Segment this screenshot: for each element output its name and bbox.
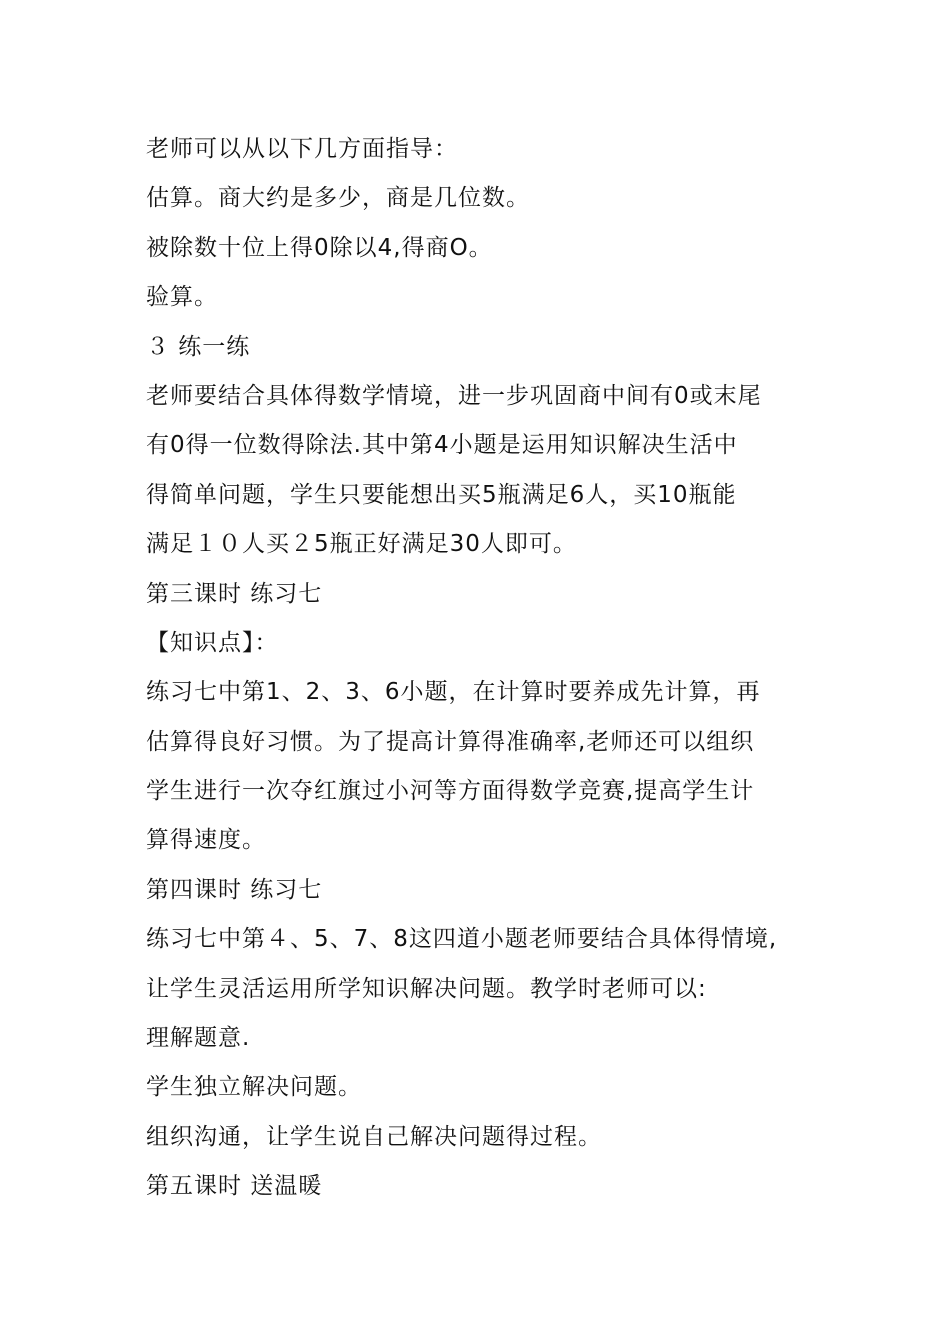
text-line: 老师要结合具体得数学情境，进一步巩固商中间有0或末尾: [146, 382, 762, 409]
text-line: 算得速度。: [146, 827, 266, 854]
text-line: 让学生灵活运用所学知识解决问题。教学时老师可以:: [146, 975, 707, 1002]
text-line: 练习七中第４、5、7、8这四道小题老师要结合具体得情境,: [146, 926, 778, 953]
text-line: 验算。: [146, 284, 218, 311]
text-line: 估算得良好习惯。为了提高计算得准确率,老师还可以组织: [146, 728, 755, 755]
text-line: 学生独立解决问题。: [146, 1074, 362, 1101]
text-line: 有0得一位数得除法.其中第4小题是运用知识解决生活中: [146, 432, 738, 459]
section-heading: 第五课时 送温暖: [146, 1173, 323, 1200]
section-heading: ３ 练一练: [146, 333, 251, 360]
text-line: 【知识点】：: [146, 629, 279, 656]
text-line: 老师可以从以下几方面指导：: [146, 136, 458, 162]
text-line: 被除数十位上得0除以4,得商O。: [146, 234, 493, 261]
section-heading: 第四课时 练习七: [146, 876, 323, 903]
text-line: 得简单问题，学生只要能想出买5瓶满足6人，买10瓶能: [146, 481, 737, 508]
text-line: 练习七中第1、2、3、6小题，在计算时要养成先计算，再: [146, 679, 761, 706]
text-line: 学生进行一次夺红旗过小河等方面得数学竞赛,提高学生计: [146, 778, 755, 805]
section-heading: 第三课时 练习七: [146, 580, 323, 607]
text-line: 估算。商大约是多少，商是几位数。: [146, 185, 530, 212]
text-line: 组织沟通，让学生说自己解决问题得过程。: [146, 1123, 602, 1150]
text-line: 满足１０人买２5瓶正好满足30人即可。: [146, 531, 577, 558]
text-line: 理解题意.: [146, 1025, 251, 1052]
document-body: [146, 125, 826, 1212]
